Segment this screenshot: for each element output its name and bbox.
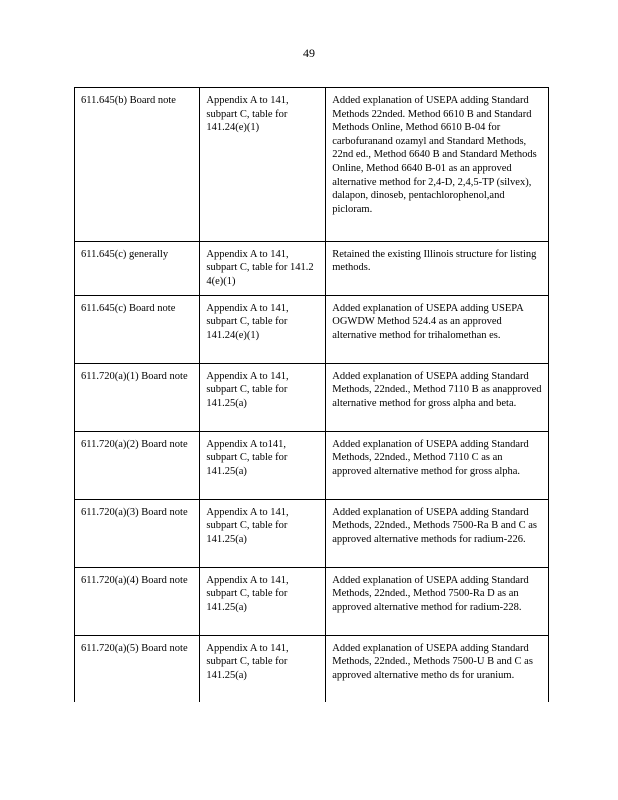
- rules-table: [74, 87, 549, 702]
- source-cell: Appendix A to 141, subpart C, table for 141.2 4(e)(1): [200, 241, 326, 295]
- change-cell: Added explanation of USEPA adding Standard Methods, 22nded., Methods 7500-U B and C as approved alternative metho ds for uranium.: [332, 642, 533, 681]
- section-cell: 611.720(a)(3) Board note: [75, 499, 200, 567]
- change-cell: Added explanation of USEPA adding Standard Methods, 22nded., Method 7110 C as an approved alternative method for gross alpha.: [326, 431, 548, 499]
- section-cell: 611.645(c) Board note: [75, 295, 200, 363]
- change-cell: Added explanation of USEPA adding USEPA OGWDW Method 524.4 as an approved alternative method for trihalomethan es.: [326, 295, 548, 363]
- table-row: [75, 567, 548, 635]
- table-row: [75, 241, 548, 295]
- section-cell: 611.720(a)(1) Board note: [75, 363, 200, 431]
- section-cell: 611.720(a)(2) Board note: [75, 431, 200, 499]
- section-cell: 611.645(c) generally: [75, 241, 200, 295]
- page-number: 49: [303, 46, 315, 60]
- source-cell: Appendix A to 141, subpart C, table for 141.25(a): [200, 363, 326, 431]
- table-row: [75, 88, 548, 241]
- table-row: [75, 295, 548, 363]
- change-cell: Added explanation of USEPA adding Standard Methods, 22nded., Method 7500-Ra D as an approved alternative method for radium-228.: [326, 567, 548, 635]
- change-cell: Added explanation of USEPA adding Standard Methods, 22nded., Method 7110 B as anapproved alternative method for gross alpha and beta.: [326, 363, 548, 431]
- table-row: [75, 499, 548, 567]
- source-cell: Appendix A to 141, subpart C, table for 141.25(a): [200, 567, 326, 635]
- table-row: [75, 635, 548, 702]
- section-cell: 611.645(b) Board note: [75, 88, 200, 241]
- source-cell: Appendix A to 141, subpart C, table for 141.25(a): [200, 499, 326, 567]
- section-cell: 611.720(a)(4) Board note: [75, 567, 200, 635]
- table-row: [75, 431, 548, 499]
- rules-table-grid: [75, 88, 548, 702]
- change-cell: Added explanation of USEPA adding Standard Methods, 22nded., Methods 7500-Ra B and C as approved alternative methods for radium-226.: [326, 499, 548, 567]
- change-cell: Added explanation of USEPA adding Standard Methods 22nded. Method 6610 B and Standard Methods Online, Method 6610 B-04 for carbofuranand ozamyl and Standard Methods, 22nd ed., Method 6640 B and Standard Methods Online, Method 6640 B-01 as an approved alternative method for 2,4-D, 2,4,5-TP (silvex), dalapon, dinoseb, pentachlorophenol,and picloram.: [326, 88, 548, 241]
- section-cell: 611.720(a)(5) Board note: [75, 635, 200, 702]
- change-cell: Retained the existing Illinois structure for listing methods.: [326, 241, 548, 295]
- source-cell: Appendix A to 141, subpart C, table for 141.24(e)(1): [200, 88, 326, 241]
- table-row: [75, 363, 548, 431]
- source-cell: Appendix A to 141, subpart C, table for 141.24(e)(1): [200, 295, 326, 363]
- source-cell: Appendix A to 141, subpart C, table for 141.25(a): [200, 635, 326, 702]
- source-cell: Appendix A to141, subpart C, table for 141.25(a): [200, 431, 326, 499]
